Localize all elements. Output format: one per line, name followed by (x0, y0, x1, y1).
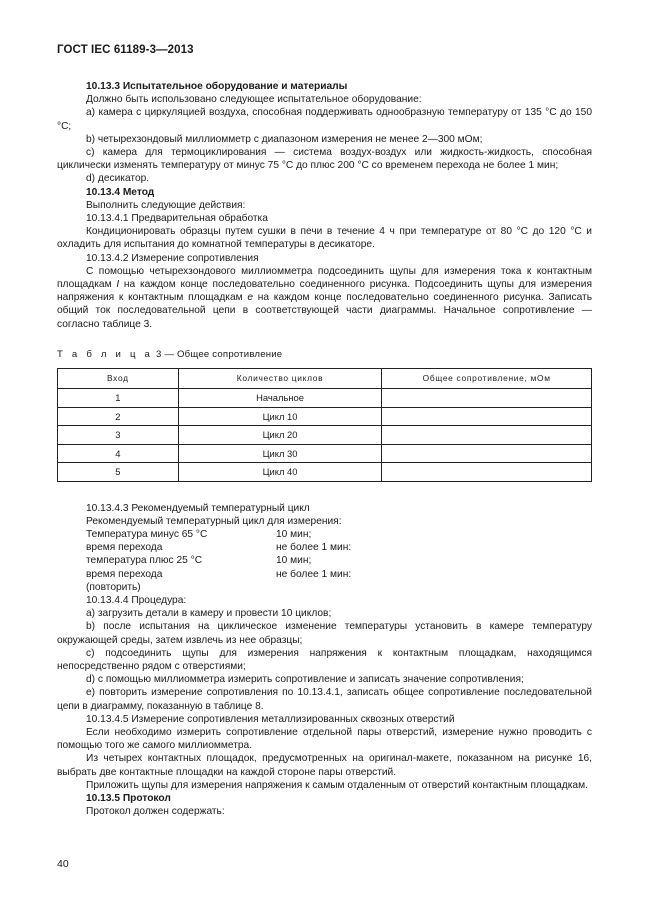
list-item: e) повторить измерение сопротивления по 10.13.4.1, записать общее сопротивление последовательной цепи в диаграмму, показанную в таблице 8. (57, 687, 592, 712)
paragraph: Должно быть использовано следующее испытательное оборудование: (86, 94, 422, 106)
list-item: b) после испытания на циклическое изменение температуры установить в камере температуру окружающей среды, затем извлечь из нее образцы; (57, 621, 592, 646)
table-cell (382, 463, 592, 482)
resistance-table (57, 368, 592, 482)
cycle-duration: 10 мин; (276, 528, 312, 540)
paragraph: Рекомендуемый температурный цикл для измерения: (86, 515, 342, 527)
subsection-title: 10.13.4.5 Измерение сопротивления металлизированных сквозных отверстий (86, 713, 455, 725)
subsection-title: 10.13.4.4 Процедура: (86, 594, 187, 606)
paragraph-resistance (57, 265, 592, 331)
subsection-title: 10.13.4.3 Рекомендуемый температурный цикл (86, 502, 310, 514)
table-header-row (58, 369, 592, 389)
cycle-row (86, 568, 592, 581)
cycle-step: температура плюс 25 °С (86, 555, 203, 567)
paragraph: Выполнить следующие действия: (86, 199, 246, 211)
table-caption-text: 3 — Общее сопротивление (153, 348, 283, 360)
text-run: на каждом конце последовательно соединенного рисунка. Подсоединить щупы для измерения напряжения к контактным площадкам (57, 279, 592, 304)
table-cell: Начальное (178, 389, 382, 408)
list-item: c) камера для термоциклирования — система воздух-воздух или жидкость-жидкость, способная циклически изменять температуру от минус 75 °С до плюс 200 °С со временем перехода не более 1 мин; (57, 147, 592, 172)
list-item: b) четырехзондовый миллиомметр с диапазоном измерения не менее 2—300 мОм; (86, 133, 483, 145)
section-title-equipment: 10.13.3 Испытательное оборудование и материалы (86, 81, 348, 92)
table-header-cell: Общее сопротивление, мОм (382, 369, 592, 389)
table-row (58, 444, 592, 463)
list-item: a) камера с циркуляцией воздуха, способная поддерживать однообразную температуру от 135 °С до 150 °С; (57, 107, 592, 132)
table-cell: 2 (58, 407, 179, 426)
cycle-duration: не более 1 мин: (276, 568, 352, 580)
cycle-step: время перехода (86, 542, 163, 554)
italic-symbol: I (116, 279, 120, 291)
table-cell: 1 (58, 389, 179, 408)
table-row (58, 389, 592, 408)
table-header-cell: Количество циклов (178, 369, 382, 389)
table-cell: 4 (58, 444, 179, 463)
cycle-step: (повторить) (86, 581, 141, 593)
section-title-protocol: 10.13.5 Протокол (86, 792, 171, 804)
subsection-title: 10.13.4.1 Предварительная обработка (86, 213, 268, 225)
italic-symbol: e (247, 292, 254, 304)
cycle-row (86, 541, 592, 554)
table-cell (382, 389, 592, 408)
temperature-cycle-list (57, 528, 592, 594)
cycle-row (86, 528, 592, 541)
table-cell: Цикл 40 (178, 463, 382, 482)
list-item: a) загрузить детали в камеру и провести 10 циклов; (86, 608, 332, 620)
table-row (58, 463, 592, 482)
table-caption-prefix: Т а б л и ц а (57, 348, 154, 360)
subsection-title: 10.13.4.2 Измерение сопротивления (86, 252, 259, 264)
cycle-step: Температура минус 65 °С (86, 528, 208, 540)
table-row (58, 426, 592, 445)
paragraph: Если необходимо измерить сопротивление отдельной пары отверстий, измерение нужно проводить с помощью того же самого миллиомметра. (57, 726, 592, 752)
table-cell: Цикл 30 (178, 444, 382, 463)
table-cell (382, 426, 592, 445)
cycle-step: время перехода (86, 568, 163, 580)
paragraph: Из четырех контактных площадок, предусмотренных на оригинал-макете, показанном на рисунке 16, выбрать две контактные площадки на каждой стороне пары отверстий. (57, 753, 592, 778)
cycle-row (86, 554, 592, 567)
table-row (58, 407, 592, 426)
table-cell: Цикл 20 (178, 426, 382, 445)
table-cell: 3 (58, 426, 179, 445)
paragraph: Кондиционировать образцы путем сушки в печи в течение 4 ч при температуре от 80 °С до 120 °С и охладить для испытания до комнатной температуры в десикаторе. (57, 226, 592, 251)
text-run: на каждом конце последовательно соединенного рисунка. Записать общий ток последовательной цепи в соответствующей части диаграммы. Начальное сопротивление — согласно таблице 3. (57, 292, 593, 330)
paragraph: Приложить щупы для измерения напряжения к самым отдаленным от отверстий контактным площадкам. (86, 779, 588, 791)
list-item: d) с помощью миллиомметра измерить сопротивление и записать значение сопротивления; (86, 674, 524, 686)
table-cell: Цикл 10 (178, 407, 382, 426)
table-caption (57, 348, 592, 361)
list-item: c) подсоединить щупы для измерения напряжения к контактным площадкам, находящимся непосредственно рядом с отверстиями; (57, 647, 592, 672)
table-cell (382, 444, 592, 463)
paragraph: Протокол должен содержать: (86, 806, 225, 818)
section-title-method: 10.13.4 Метод (86, 186, 155, 198)
text-run: С помощью четырехзондового миллиомметра подсоединить щупы для измерения тока к контактным площадкам (57, 265, 592, 291)
table-cell: 5 (58, 463, 179, 482)
page-header: ГОСТ IEC 61189-3—2013 (57, 44, 194, 56)
page-content (57, 80, 592, 818)
table-header-cell: Вход (58, 369, 179, 389)
page-number: 40 (57, 858, 69, 870)
cycle-duration: не более 1 мин: (276, 542, 352, 554)
list-item: d) десикатор. (86, 173, 150, 185)
cycle-row (86, 581, 592, 594)
table-cell (382, 407, 592, 426)
cycle-duration: 10 мин; (276, 555, 312, 567)
